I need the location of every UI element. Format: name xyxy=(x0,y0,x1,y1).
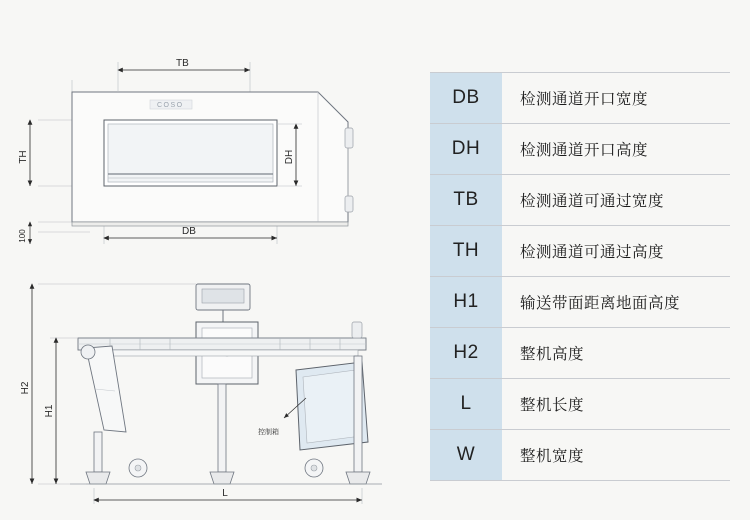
caster-right-hub xyxy=(311,465,317,471)
table-row xyxy=(430,328,730,379)
infeed-chute xyxy=(86,346,126,432)
legend-code: DB xyxy=(430,73,502,124)
dimension-db xyxy=(104,226,277,238)
dimension-th xyxy=(18,120,30,186)
dimension-base-100-label: 100 xyxy=(18,229,27,243)
leg-right xyxy=(354,356,362,472)
dimension-l xyxy=(94,488,362,500)
legend-desc: 检测通道开口高度 xyxy=(502,124,730,175)
side-connector-upper xyxy=(345,128,353,148)
table-row xyxy=(430,175,730,226)
caster-left-hub xyxy=(135,465,141,471)
control-cabinet-door xyxy=(303,370,361,443)
dimension-h2-label: H2 xyxy=(20,381,31,395)
legend-desc: 检测通道可通过高度 xyxy=(502,226,730,277)
base-plate xyxy=(72,222,348,226)
dimension-h1 xyxy=(44,338,56,484)
legend-body xyxy=(430,73,730,481)
dimension-tb-label: TB xyxy=(176,58,189,69)
table-row xyxy=(430,73,730,124)
chute-pivot-roller xyxy=(81,345,95,359)
legend-code: H1 xyxy=(430,277,502,328)
dimension-tb xyxy=(118,58,250,92)
operator-panel-screen xyxy=(202,289,244,303)
legend-code: TB xyxy=(430,175,502,226)
dimension-th-label: TH xyxy=(18,150,29,164)
sensor-box xyxy=(352,322,362,338)
legend-code: H2 xyxy=(430,328,502,379)
legend-desc: 输送带面距离地面高度 xyxy=(502,277,730,328)
legend-desc: 检测通道可通过宽度 xyxy=(502,175,730,226)
table-row xyxy=(430,277,730,328)
control-box-label: 控制箱 xyxy=(258,429,279,436)
table-row xyxy=(430,124,730,175)
side-connector-lower xyxy=(345,196,353,212)
dimension-l-label: L xyxy=(222,488,228,499)
foot-left xyxy=(86,472,110,484)
legend-desc: 整机长度 xyxy=(502,379,730,430)
legend-code: TH xyxy=(430,226,502,277)
legend-code: DH xyxy=(430,124,502,175)
table-row xyxy=(430,226,730,277)
conveyor-lower-rail xyxy=(86,350,358,356)
dimension-base-100 xyxy=(18,222,30,244)
dimension-h2 xyxy=(20,284,32,484)
dimension-db-label: DB xyxy=(182,226,196,237)
front-view-group xyxy=(18,58,353,244)
legend-desc: 检测通道开口宽度 xyxy=(502,73,730,124)
legend-code: W xyxy=(430,430,502,481)
legend-table xyxy=(430,72,730,481)
foot-center xyxy=(210,472,234,484)
leg-left xyxy=(94,432,102,472)
leg-center xyxy=(218,384,226,472)
table-row xyxy=(430,379,730,430)
legend-code: L xyxy=(430,379,502,430)
brand-label: COSO xyxy=(157,102,184,109)
table-row xyxy=(430,430,730,481)
dimension-h1-label: H1 xyxy=(44,404,55,418)
legend-desc: 整机高度 xyxy=(502,328,730,379)
legend-desc: 整机宽度 xyxy=(502,430,730,481)
tunnel-inner-frame xyxy=(108,124,273,182)
foot-right xyxy=(346,472,370,484)
dimension-dh-label: DH xyxy=(284,149,295,165)
side-view-group xyxy=(20,284,382,504)
